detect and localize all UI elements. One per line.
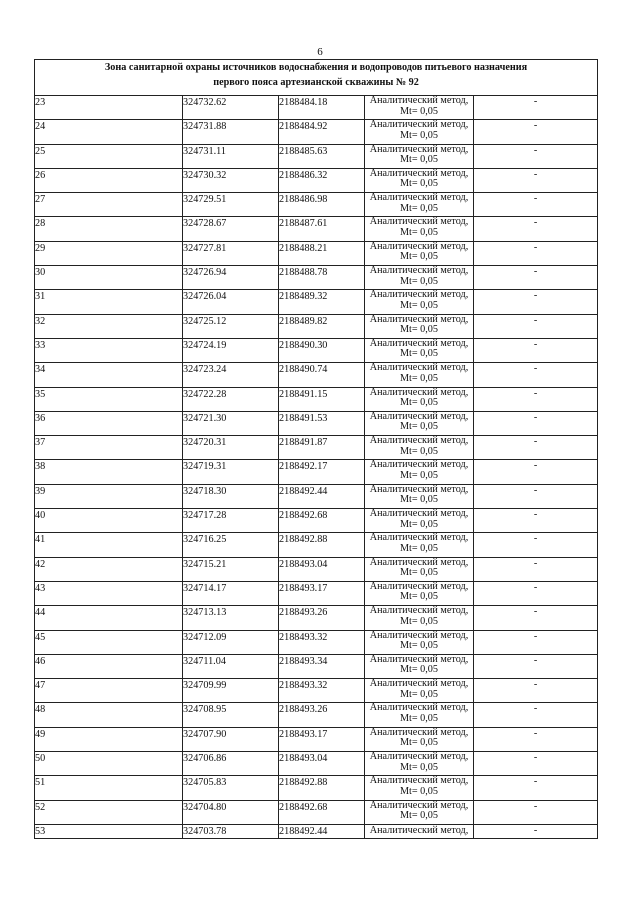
coordinate-y: 2188489.32 xyxy=(279,290,365,314)
table-row xyxy=(35,193,598,217)
method-name: Аналитический метод, xyxy=(369,386,469,398)
point-description: - xyxy=(474,800,598,824)
method-accuracy: Mt= 0,05 xyxy=(399,640,438,652)
method-name: Аналитический метод, xyxy=(369,532,469,544)
table-row xyxy=(35,314,598,338)
point-description: - xyxy=(474,363,598,387)
point-number: 25 xyxy=(35,144,183,168)
table-row xyxy=(35,387,598,411)
method-name: Аналитический метод, xyxy=(369,653,469,665)
point-description: - xyxy=(474,144,598,168)
method-accuracy: Mt= 0,05 xyxy=(399,105,438,117)
point-description: - xyxy=(474,387,598,411)
accuracy-method xyxy=(365,241,474,265)
point-number: 44 xyxy=(35,606,183,630)
point-number: 35 xyxy=(35,387,183,411)
coordinate-x: 324722.28 xyxy=(183,387,279,411)
table-row xyxy=(35,290,598,314)
coordinate-y: 2188493.17 xyxy=(279,727,365,751)
accuracy-method xyxy=(365,411,474,435)
coordinate-x: 324714.17 xyxy=(183,581,279,605)
method-name: Аналитический метод, xyxy=(369,337,469,349)
coordinate-x: 324726.04 xyxy=(183,290,279,314)
method-name: Аналитический метод, xyxy=(369,167,469,179)
method-accuracy: Mt= 0,05 xyxy=(399,348,438,360)
accuracy-method xyxy=(365,654,474,678)
method-name: Аналитический метод, xyxy=(369,580,469,592)
coordinate-y: 2188493.32 xyxy=(279,679,365,703)
point-number: 43 xyxy=(35,581,183,605)
table-row xyxy=(35,120,598,144)
point-description: - xyxy=(474,509,598,533)
point-description: - xyxy=(474,241,598,265)
table-row xyxy=(35,557,598,581)
coordinate-x: 324729.51 xyxy=(183,193,279,217)
table-row xyxy=(35,338,598,362)
point-number: 23 xyxy=(35,96,183,120)
table-row xyxy=(35,266,598,290)
coordinate-y: 2188492.88 xyxy=(279,533,365,557)
point-number: 50 xyxy=(35,752,183,776)
table-row xyxy=(35,606,598,630)
coordinate-x: 324708.95 xyxy=(183,703,279,727)
coordinate-x: 324731.11 xyxy=(183,144,279,168)
coordinate-y: 2188490.30 xyxy=(279,338,365,362)
table-row xyxy=(35,824,598,838)
coordinate-y: 2188484.18 xyxy=(279,96,365,120)
coordinate-x: 324727.81 xyxy=(183,241,279,265)
table-row xyxy=(35,96,598,120)
method-accuracy: Mt= 0,05 xyxy=(399,251,438,263)
accuracy-method xyxy=(365,557,474,581)
coordinate-y: 2188492.17 xyxy=(279,460,365,484)
coordinate-x: 324717.28 xyxy=(183,509,279,533)
coordinate-x: 324709.99 xyxy=(183,679,279,703)
table-row xyxy=(35,509,598,533)
accuracy-method xyxy=(365,314,474,338)
point-number: 24 xyxy=(35,120,183,144)
point-description: - xyxy=(474,679,598,703)
method-name: Аналитический метод, xyxy=(369,629,469,641)
method-accuracy: Mt= 0,05 xyxy=(399,324,438,336)
table-row xyxy=(35,752,598,776)
method-name: Аналитический метод, xyxy=(369,410,469,422)
accuracy-method xyxy=(365,436,474,460)
accuracy-method xyxy=(365,193,474,217)
point-description: - xyxy=(474,484,598,508)
point-description: - xyxy=(474,266,598,290)
method-accuracy: Mt= 0,05 xyxy=(399,178,438,190)
table-row xyxy=(35,217,598,241)
method-name: Аналитический метод, xyxy=(369,726,469,738)
method-name: Аналитический метод, xyxy=(369,143,469,155)
coordinate-y: 2188493.34 xyxy=(279,654,365,678)
accuracy-method xyxy=(365,168,474,192)
point-number: 52 xyxy=(35,800,183,824)
coordinate-y: 2188486.98 xyxy=(279,193,365,217)
method-accuracy: Mt= 0,05 xyxy=(399,785,438,797)
method-name: Аналитический метод, xyxy=(369,483,469,495)
accuracy-method xyxy=(365,606,474,630)
coordinate-x: 324731.88 xyxy=(183,120,279,144)
coordinate-y: 2188484.92 xyxy=(279,120,365,144)
point-description: - xyxy=(474,824,598,838)
coordinate-y: 2188492.68 xyxy=(279,509,365,533)
method-accuracy: Mt= 0,05 xyxy=(399,712,438,724)
point-number: 42 xyxy=(35,557,183,581)
coordinate-x: 324705.83 xyxy=(183,776,279,800)
method-accuracy: Mt= 0,05 xyxy=(399,469,438,481)
table-row xyxy=(35,679,598,703)
table-title-line-2: первого пояса артезианской скважины № 92 xyxy=(213,77,419,88)
method-name: Аналитический метод, xyxy=(369,459,469,471)
point-description: - xyxy=(474,338,598,362)
point-number: 45 xyxy=(35,630,183,654)
accuracy-method xyxy=(365,338,474,362)
coordinate-y: 2188492.44 xyxy=(279,484,365,508)
point-description: - xyxy=(474,411,598,435)
method-accuracy: Mt= 0,05 xyxy=(399,299,438,311)
table-row xyxy=(35,460,598,484)
point-number: 47 xyxy=(35,679,183,703)
table-title xyxy=(35,60,598,96)
method-accuracy: Mt= 0,05 xyxy=(399,542,438,554)
method-name: Аналитический метод, xyxy=(369,362,469,374)
coordinate-y: 2188491.15 xyxy=(279,387,365,411)
point-description: - xyxy=(474,752,598,776)
coordinate-y: 2188492.68 xyxy=(279,800,365,824)
point-description: - xyxy=(474,533,598,557)
method-name: Аналитический метод, xyxy=(369,556,469,568)
coordinate-x: 324728.67 xyxy=(183,217,279,241)
accuracy-method xyxy=(365,96,474,120)
accuracy-method xyxy=(365,484,474,508)
coordinate-x: 324730.32 xyxy=(183,168,279,192)
method-accuracy: Mt= 0,05 xyxy=(399,737,438,749)
method-accuracy: Mt= 0,05 xyxy=(399,372,438,384)
coordinate-y: 2188493.26 xyxy=(279,606,365,630)
accuracy-method xyxy=(365,727,474,751)
point-description: - xyxy=(474,703,598,727)
coordinates-table xyxy=(34,59,598,839)
method-accuracy: Mt= 0,05 xyxy=(399,615,438,627)
point-description: - xyxy=(474,776,598,800)
method-name: Аналитический метод, xyxy=(369,95,469,106)
table-title-line-1: Зона санитарной охраны источников водоснабжения и водопроводов питьевого назначения xyxy=(104,62,528,73)
point-number: 30 xyxy=(35,266,183,290)
coordinate-x: 324716.25 xyxy=(183,533,279,557)
accuracy-method xyxy=(365,387,474,411)
table-row xyxy=(35,533,598,557)
coordinate-y: 2188489.82 xyxy=(279,314,365,338)
method-accuracy: Mt= 0,05 xyxy=(399,397,438,409)
accuracy-method xyxy=(365,581,474,605)
method-accuracy: Mt= 0,05 xyxy=(399,275,438,287)
point-number: 33 xyxy=(35,338,183,362)
point-number: 32 xyxy=(35,314,183,338)
method-name: Аналитический метод, xyxy=(369,678,469,690)
coordinate-y: 2188491.53 xyxy=(279,411,365,435)
point-number: 39 xyxy=(35,484,183,508)
method-accuracy: Mt= 0,05 xyxy=(399,202,438,214)
method-name: Аналитический метод, xyxy=(369,702,469,714)
method-name: Аналитический метод, xyxy=(369,313,469,325)
point-description: - xyxy=(474,581,598,605)
coordinate-y: 2188492.88 xyxy=(279,776,365,800)
accuracy-method xyxy=(365,703,474,727)
table-row xyxy=(35,727,598,751)
coordinate-x: 324724.19 xyxy=(183,338,279,362)
coordinate-x: 324723.24 xyxy=(183,363,279,387)
method-name: Аналитический метод, xyxy=(369,289,469,301)
accuracy-method xyxy=(365,266,474,290)
accuracy-method xyxy=(365,290,474,314)
point-description: - xyxy=(474,630,598,654)
coordinate-y: 2188493.17 xyxy=(279,581,365,605)
coordinate-y: 2188493.32 xyxy=(279,630,365,654)
accuracy-method xyxy=(365,776,474,800)
accuracy-method xyxy=(365,120,474,144)
coordinate-y: 2188493.26 xyxy=(279,703,365,727)
method-name: Аналитический метод, xyxy=(369,508,469,520)
coordinate-x: 324715.21 xyxy=(183,557,279,581)
accuracy-method xyxy=(365,363,474,387)
table-row xyxy=(35,654,598,678)
coordinate-y: 2188490.74 xyxy=(279,363,365,387)
table-row xyxy=(35,776,598,800)
accuracy-method xyxy=(365,630,474,654)
accuracy-method xyxy=(365,800,474,824)
table-row xyxy=(35,363,598,387)
accuracy-method xyxy=(365,533,474,557)
method-name: Аналитический метод, xyxy=(369,775,469,787)
point-number: 27 xyxy=(35,193,183,217)
table-row xyxy=(35,436,598,460)
point-number: 49 xyxy=(35,727,183,751)
table-row xyxy=(35,484,598,508)
coordinate-y: 2188487.61 xyxy=(279,217,365,241)
point-description: - xyxy=(474,436,598,460)
method-accuracy: Mt= 0,05 xyxy=(399,810,438,822)
point-number: 28 xyxy=(35,217,183,241)
point-number: 53 xyxy=(35,824,183,838)
point-description: - xyxy=(474,460,598,484)
point-description: - xyxy=(474,120,598,144)
point-description: - xyxy=(474,314,598,338)
table-row xyxy=(35,411,598,435)
coordinate-x: 324725.12 xyxy=(183,314,279,338)
accuracy-method xyxy=(365,144,474,168)
method-name: Аналитический метод, xyxy=(369,799,469,811)
point-number: 38 xyxy=(35,460,183,484)
accuracy-method xyxy=(365,460,474,484)
title-row xyxy=(35,60,598,96)
method-accuracy: Mt= 0,05 xyxy=(399,445,438,457)
coordinate-y: 2188493.04 xyxy=(279,752,365,776)
coordinate-x: 324719.31 xyxy=(183,460,279,484)
method-name: Аналитический метод, xyxy=(369,216,469,228)
table-row xyxy=(35,168,598,192)
method-accuracy: Mt= 0,05 xyxy=(399,154,438,166)
point-number: 48 xyxy=(35,703,183,727)
point-description: - xyxy=(474,217,598,241)
table-row xyxy=(35,144,598,168)
point-number: 40 xyxy=(35,509,183,533)
method-name: Аналитический метод, xyxy=(369,265,469,277)
coordinate-x: 324721.30 xyxy=(183,411,279,435)
table-row xyxy=(35,581,598,605)
coordinate-x: 324713.13 xyxy=(183,606,279,630)
table-body xyxy=(35,60,598,839)
coordinate-x: 324704.80 xyxy=(183,800,279,824)
table-row xyxy=(35,630,598,654)
method-accuracy: Mt= 0,05 xyxy=(399,591,438,603)
method-accuracy: Mt= 0,05 xyxy=(399,421,438,433)
method-name: Аналитический метод, xyxy=(369,192,469,204)
coordinate-y: 2188493.04 xyxy=(279,557,365,581)
accuracy-method xyxy=(365,824,474,838)
method-accuracy: Mt= 0,05 xyxy=(399,226,438,238)
point-number: 26 xyxy=(35,168,183,192)
point-description: - xyxy=(474,606,598,630)
method-accuracy: Mt= 0,05 xyxy=(399,664,438,676)
method-accuracy: Mt= 0,05 xyxy=(399,761,438,773)
point-number: 51 xyxy=(35,776,183,800)
coordinate-y: 2188488.78 xyxy=(279,266,365,290)
coordinate-y: 2188491.87 xyxy=(279,436,365,460)
point-description: - xyxy=(474,168,598,192)
coordinate-x: 324707.90 xyxy=(183,727,279,751)
point-description: - xyxy=(474,727,598,751)
coordinate-y: 2188486.32 xyxy=(279,168,365,192)
method-name: Аналитический метод, xyxy=(369,751,469,763)
point-description: - xyxy=(474,557,598,581)
coordinate-x: 324706.86 xyxy=(183,752,279,776)
method-accuracy: Mt= 0,05 xyxy=(399,688,438,700)
point-number: 46 xyxy=(35,654,183,678)
coordinate-x: 324720.31 xyxy=(183,436,279,460)
coordinate-x: 324726.94 xyxy=(183,266,279,290)
method-accuracy: Mt= 0,05 xyxy=(399,518,438,530)
method-name: Аналитический метод, xyxy=(369,119,469,131)
accuracy-method xyxy=(365,752,474,776)
coordinate-x: 324732.62 xyxy=(183,96,279,120)
coordinate-x: 324703.78 xyxy=(183,824,279,838)
point-number: 29 xyxy=(35,241,183,265)
point-description: - xyxy=(474,193,598,217)
point-number: 36 xyxy=(35,411,183,435)
coordinate-x: 324712.09 xyxy=(183,630,279,654)
point-number: 37 xyxy=(35,436,183,460)
point-description: - xyxy=(474,654,598,678)
point-description: - xyxy=(474,290,598,314)
coordinate-x: 324711.04 xyxy=(183,654,279,678)
point-number: 31 xyxy=(35,290,183,314)
method-name: Аналитический метод, xyxy=(369,240,469,252)
accuracy-method xyxy=(365,679,474,703)
coordinate-y: 2188492.44 xyxy=(279,824,365,838)
point-number: 41 xyxy=(35,533,183,557)
accuracy-method xyxy=(365,509,474,533)
method-accuracy: Mt= 0,05 xyxy=(399,494,438,506)
table-row xyxy=(35,703,598,727)
coordinate-y: 2188485.63 xyxy=(279,144,365,168)
coordinate-x: 324718.30 xyxy=(183,484,279,508)
method-name: Аналитический метод, xyxy=(369,435,469,447)
method-name: Аналитический метод, xyxy=(369,824,469,836)
page-number: 6 xyxy=(317,46,323,58)
point-description: - xyxy=(474,96,598,120)
coordinate-y: 2188488.21 xyxy=(279,241,365,265)
point-number: 34 xyxy=(35,363,183,387)
method-accuracy: Mt= 0,05 xyxy=(399,567,438,579)
accuracy-method xyxy=(365,217,474,241)
table-row xyxy=(35,800,598,824)
method-name: Аналитический метод, xyxy=(369,605,469,617)
method-accuracy: Mt= 0,05 xyxy=(399,129,438,141)
table-row xyxy=(35,241,598,265)
